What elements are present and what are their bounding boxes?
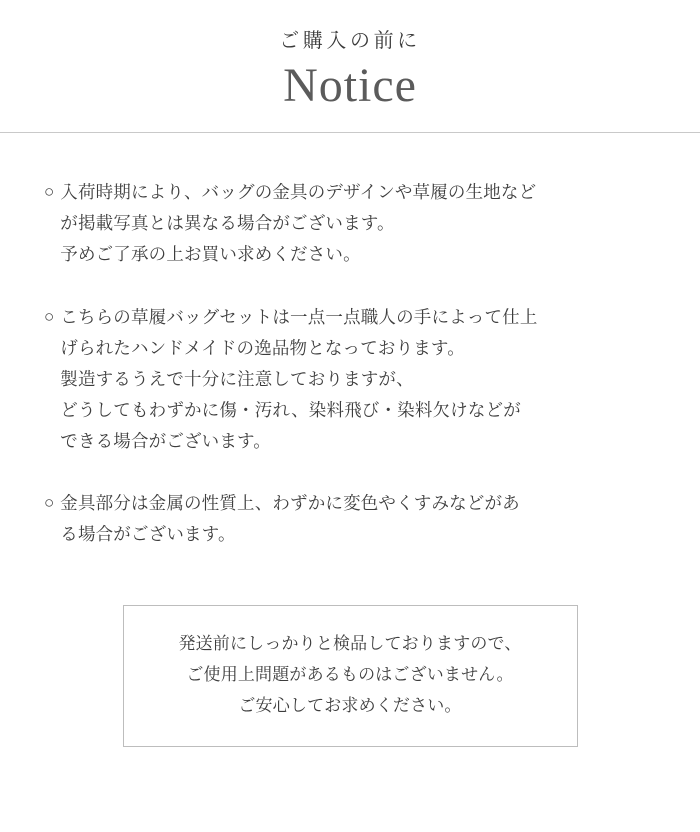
notice-box-line: ご使用上問題があるものはございません。 (186, 665, 514, 685)
bullet-icon: ○ (44, 306, 55, 326)
notice-list (0, 141, 700, 747)
header-kicker: ご購入の前に (279, 30, 421, 52)
notice-line: 予めご了承の上お買い求めください。 (60, 244, 361, 265)
bullet-icon: ○ (44, 493, 55, 513)
notice-line: が掲載写真とは異なる場合がございます。 (60, 213, 395, 234)
notice-line: どうしてもわずかに傷・汚れ、染料飛び・染料欠けなどが (60, 400, 521, 421)
notice-item (44, 177, 656, 270)
notice-line: こちらの草履バッグセットは一点一点職人の手によって仕上 (60, 306, 538, 327)
notice-line: 製造するうえで十分に注意しておりますが、 (60, 368, 414, 389)
notice-item-text (60, 177, 656, 270)
header-divider (0, 132, 700, 133)
notice-box (123, 605, 578, 747)
page-title: Notice (283, 59, 417, 112)
notice-line: 入荷時期により、バッグの金具のデザインや草履の生地など (60, 182, 537, 203)
notice-box-wrapper (44, 605, 656, 747)
notice-line: る場合がございます。 (60, 524, 236, 545)
bullet-icon: ○ (44, 182, 55, 202)
notice-item (44, 488, 656, 550)
notice-line: げられたハンドメイドの逸品物となっております。 (60, 337, 465, 358)
notice-line: 金具部分は金属の性質上、わずかに変色やくすみなどがあ (60, 493, 520, 514)
page-header (0, 0, 700, 133)
notice-line: できる場合がございます。 (60, 431, 271, 452)
notice-box-line: 発送前にしっかりと検品しておりますので、 (178, 633, 522, 653)
notice-item-text (60, 302, 656, 458)
notice-box-line: ご安心してお求めください。 (238, 696, 462, 716)
notice-item (44, 302, 656, 458)
notice-item-text (60, 488, 656, 550)
